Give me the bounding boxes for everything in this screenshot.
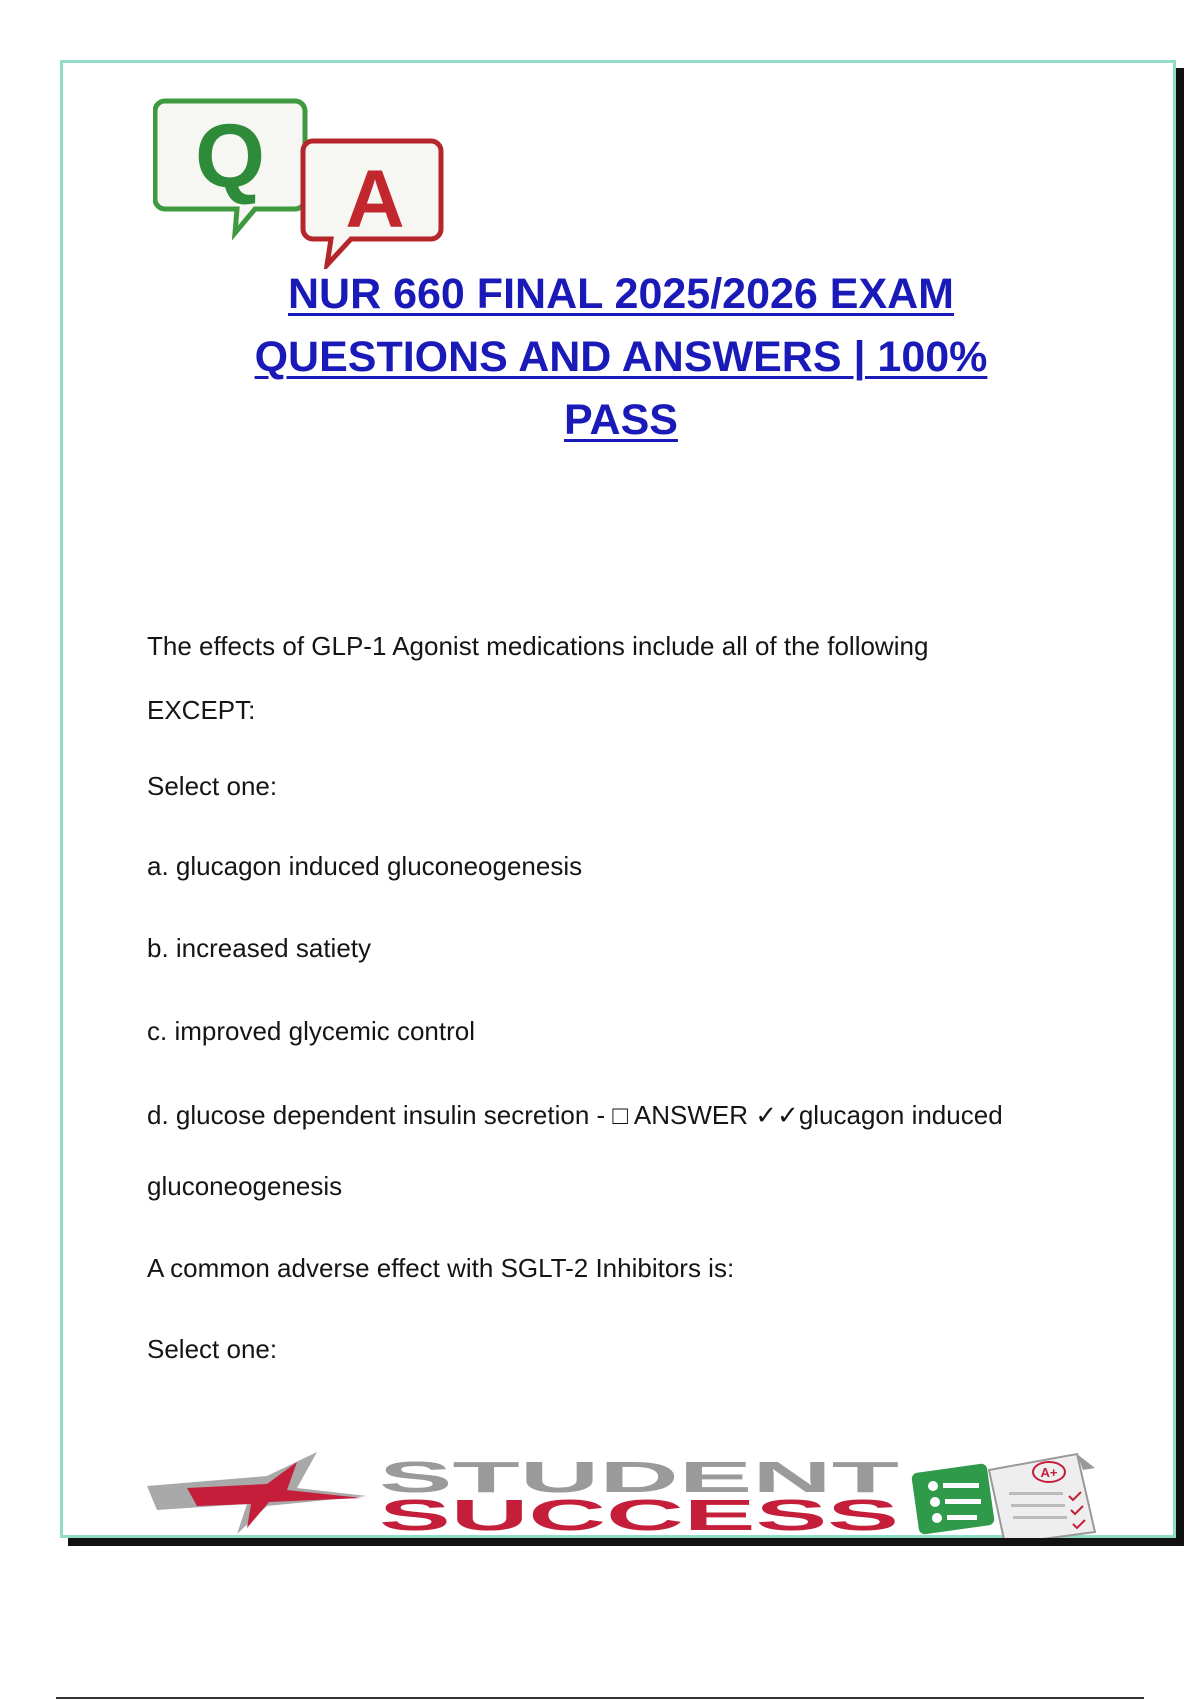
graded-paper-icon [989,1454,1095,1538]
qa-logo [153,89,453,269]
brand-word-student: STUDENT [379,1453,900,1502]
document-page [60,60,1176,1538]
question-1-option-c: c. improved glycemic control [147,1016,475,1046]
question-1-text-cont: EXCEPT: [147,695,256,725]
title-line-1: NUR 660 FINAL 2025/2026 EXAM [288,270,954,318]
question-2-select-prompt: Select one: [147,1334,278,1364]
question-1-option-b: b. increased satiety [147,933,372,963]
green-checklist-icon [911,1463,995,1535]
question-1-option-a: a. glucagon induced gluconeogenesis [147,851,583,881]
grade-badge: A+ [1040,1465,1058,1480]
question-1-option-d-answer: d. glucose dependent insulin secretion - □ ANSWER ✓✓glucagon induced [147,1100,1003,1130]
q-speech-bubble-icon [155,101,305,233]
title-line-2: QUESTIONS AND ANSWERS | 100% [254,333,988,381]
star-swoosh-icon [147,1452,367,1534]
question-1-answer-cont: gluconeogenesis [147,1171,343,1201]
question-1-text: The effects of GLP-1 Agonist medications include all of the following [147,631,929,661]
document-title [63,263,1179,452]
brand-word-success: SUCCESS [379,1491,899,1538]
q-letter: Q [194,107,266,207]
question-2-text: A common adverse effect with SGLT-2 Inhibitors is: [147,1253,735,1283]
a-letter: A [345,154,405,245]
bottom-divider [56,1697,1144,1699]
a-speech-bubble-icon [303,141,441,265]
student-success-logo [147,1448,1147,1538]
title-line-3: PASS [564,396,678,444]
question-1-select-prompt: Select one: [147,771,278,801]
